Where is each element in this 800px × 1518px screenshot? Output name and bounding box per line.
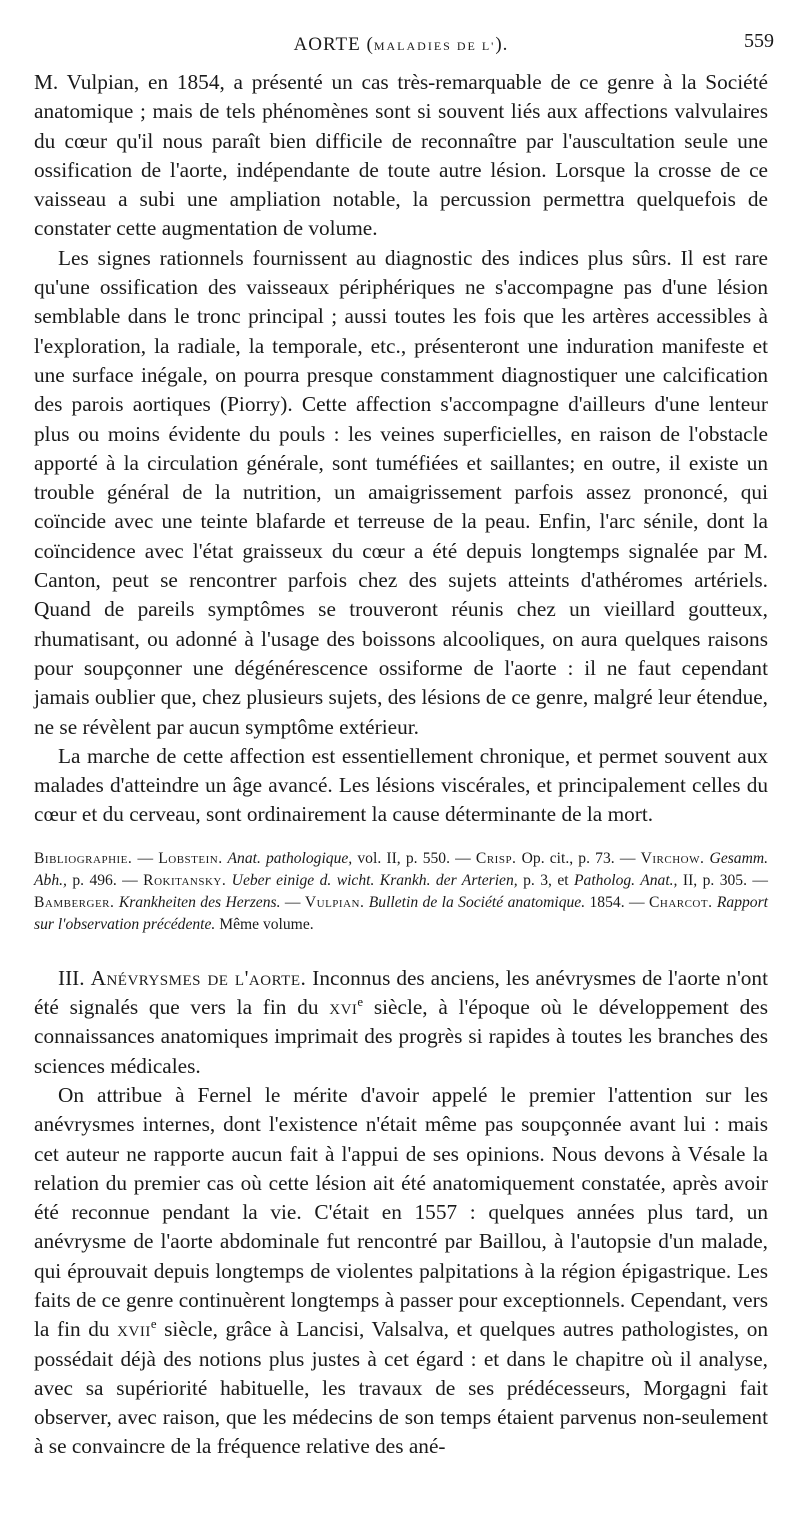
book-page bbox=[34, 28, 774, 1462]
section-title: Anévrysmes de l'aorte. bbox=[90, 965, 307, 990]
paragraph-rational-signs: Les signes rationnels fournissent au diagnostic des indices plus sûrs. Il est rare qu'une ossification des vaisseaux périphériques ne s'accompagne pas d'une lésion semblable dans le tronc principal ; aussi toutes les fois que les artères accessibles à l'exploration, la radiale, la temporale, etc., présenteront une induration manifeste et une surface inégale, on pourra presque constamment diagnostiquer une calcification des parois aortiques (Piorry). Cette affection s'accompagne d'ailleurs d'une lenteur plus ou moins évidente du pouls : les veines superficielles, en raison de l'obstacle apporté à la circulation générale, sont tuméfiées et saillantes; en outre, il existe un trouble général de la nutrition, un amaigrissement parfois assez prononcé, qui coïncide avec une teinte blafarde et terreuse de la peau. Enfin, l'arc sénile, dont la coïncidence avec l'état graisseux du cœur a été depuis longtemps signalée par M. Canton, peut se rencontrer parfois chez des sujets atteints d'athéromes artériels. Quand de pareils symptômes se trouveront réunis chez un vieillard goutteux, rhumatisant, ou adonné à l'usage des boissons alcooliques, on aura quelques raisons pour soupçonner une dégénérescence ossiforme de l'aorte : il ne faut cependant jamais oublier que, chez plusieurs sujets, des lésions de ce genre, malgré leur étendue, ne se révèlent par aucun symptôme extérieur. bbox=[34, 245, 768, 739]
page-header bbox=[34, 28, 774, 68]
section-aneurysms bbox=[34, 964, 768, 1462]
page-number: 559 bbox=[744, 30, 774, 52]
section-aneurysms-intro: III. Anévrysmes de l'aorte. Inconnus des anciens, les anévrysmes de l'aorte n'ont été signalés que vers la fin du xvi$^e$ siècle, à l'époque où le développement des connaissances anatomiques imprimait des progrès si rapides à toutes les branches des sciences médicales. bbox=[34, 965, 768, 1078]
paragraph-progression: La marche de cette affection est essentiellement chronique, et permet souvent aux malades d'atteindre un âge avancé. Les lésions viscérales, et principalement celles du cœur et du cerveau, sont ordinairement la cause déterminante de la mort. bbox=[34, 743, 768, 827]
running-head: AORTE (MALADIES DE L'). bbox=[293, 34, 509, 55]
paragraph-history: On attribue à Fernel le mérite d'avoir appelé le premier l'attention sur les anévrysmes internes, dont l'existence n'était même pas soupçonnée avant lui : mais cet auteur ne rapporte aucun fait à l'appui de ses opinions. Nous devons à Vésale la relation du premier cas où cette lésion ait été anatomiquement constatée, après avoir été reconnue pendant la vie. C'était en 1557 : quelques années plus tard, un anévrysme de l'aorte abdominale fut rencontré par Baillou, à l'autopsie d'un malade, qui éprouvait depuis longtemps de violentes palpitations à la région épigastrique. Les faits de ce genre continuèrent longtemps à passer pour exceptionnels. Cependant, vers la fin du xvii$^e$ siècle, grâce à Lancisi, Valsalva, et quelques autres pathologistes, on possédait déjà des notions plus justes à cet égard : et dans le chapitre où il analyse, avec sa supériorité habituelle, les travaux de ses prédécesseurs, Morgagni fait observer, avec raison, que les médecins de son temps étaient parvenus non-seulement à se convaincre de la fréquence relative des ané- bbox=[34, 1082, 769, 1459]
section-number: III. bbox=[58, 965, 91, 990]
bibliography: Bibliographie. — Lobstein. Anat. pathologique, vol. II, p. 550. — Crisp. Op. cit., p. 73. — Virchow. Gesamm. Abh., p. 496. — Rokitansky. Ueber einige d. wicht. Krankh. der Arterien, p. 3, et Patholog. Anat., II, p. 305. — Bamberger. Krankheiten des Herzens. — Vulpian. Bulletin de la Société anatomique. 1854. — Charcot. Rapport sur l'observation précédente. Même volume. bbox=[34, 849, 769, 933]
paragraph-vulpian: M. Vulpian, en 1854, a présenté un cas très-remarquable de ce genre à la Société anatomique ; mais de tels phénomènes sont si souvent liés aux affections valvulaires du cœur qu'il nous paraît bien difficile de reconnaître par l'auscultation seule une ossification de l'aorte, indépendante de toute autre lésion. Lorsque la crosse de ce vaisseau a subi une ampliation notable, la percussion permettra quelquefois de constater cette augmentation de volume. bbox=[34, 70, 768, 241]
